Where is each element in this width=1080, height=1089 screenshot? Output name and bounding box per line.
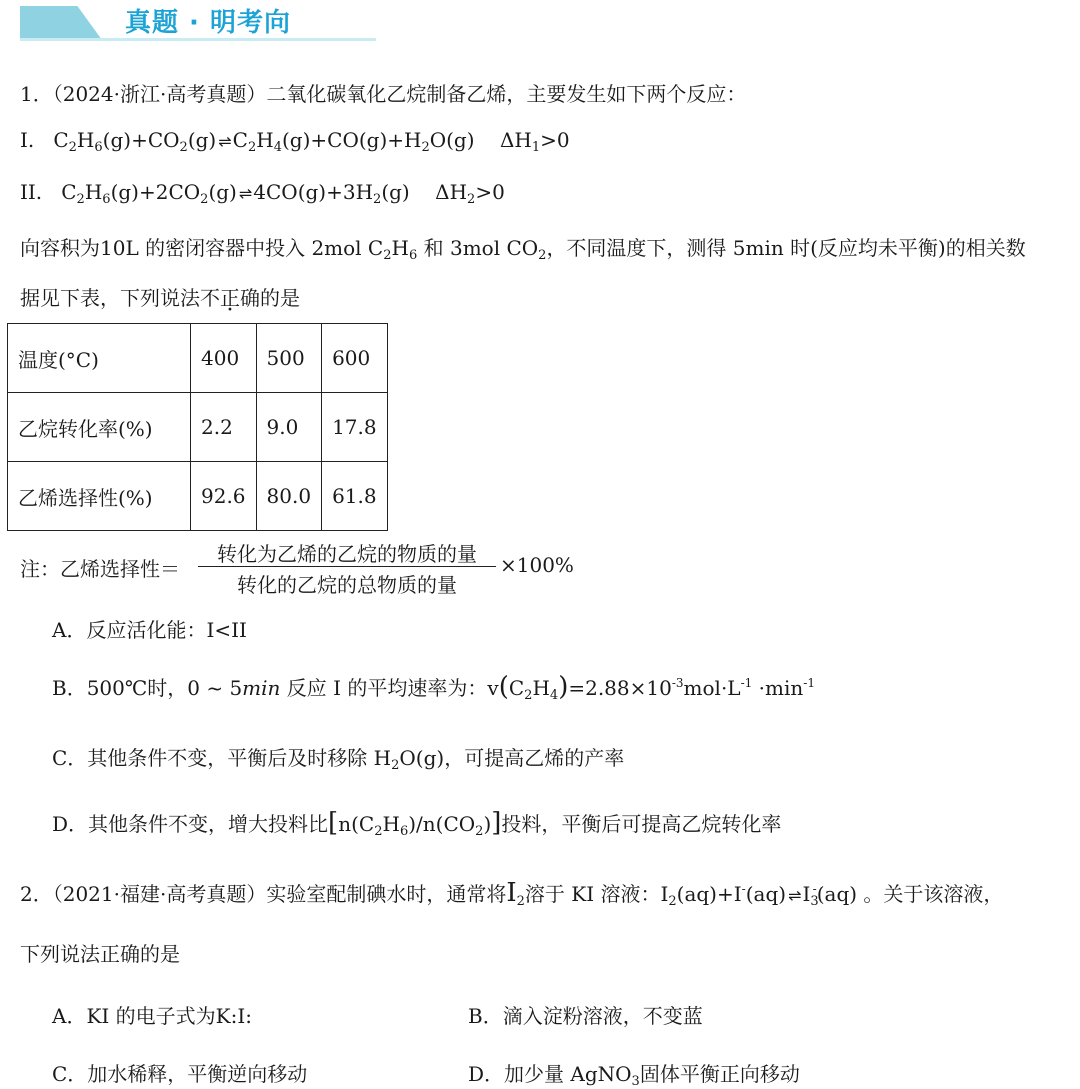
q1-option-a[interactable]: A．反应活化能：I<II <box>52 618 247 642</box>
equilibrium-arrow-icon: ⇌ <box>218 132 231 151</box>
note-label: 注：乙烯选择性＝ <box>20 557 180 581</box>
table-row: 乙烷转化率(%) 2.2 9.0 17.8 <box>8 393 388 462</box>
fraction-numerator: 转化为乙烯的乙烷的物质的量 <box>217 542 477 566</box>
fraction-denominator: 转化的乙烷的总物质的量 <box>237 573 457 597</box>
emphasis-dots: 不正确 <box>200 286 260 310</box>
q1-paragraph-line-1: 向容积为10L 的密闭容器中投入 2mol $C_2H_6$ 和 3mol $CO_2$，不同温度下，测得 5min 时(反应均未平衡)的相关数 <box>20 236 1026 263</box>
q2-option-a[interactable]: A．KI 的电子式为K:I: <box>52 1004 252 1028</box>
q2-option-b[interactable]: B．滴入淀粉溶液，不变蓝 <box>468 1004 703 1028</box>
q2-option-d[interactable]: D．加少量 AgNO$_3$固体平衡正向移动 <box>468 1062 800 1089</box>
q1-option-b[interactable]: B．500℃时，0 ~ 5min 反应 I 的平均速率为：$v(C_2H_4)=2.88\times 10^{-3}mol\cdot L^{-1} \cdot\min^{-1}$ <box>52 672 815 703</box>
q1-stem: 1．（2024·浙江·高考真题）二氧化碳氧化乙烷制备乙烯，主要发生如下两个反应： <box>20 82 747 106</box>
equilibrium-arrow-icon: ⇌ <box>238 184 252 203</box>
q2-stem-line-2: 下列说法正确的是 <box>20 942 180 966</box>
q1-option-c[interactable]: C．其他条件不变，平衡后及时移除 $H_2O(g)$，可提高乙烯的产率 <box>52 746 625 773</box>
section-title: 真题 · 明考向 <box>125 8 291 38</box>
data-table <box>7 323 388 531</box>
section-header <box>0 0 1080 48</box>
header-decoration <box>20 6 102 40</box>
q2-stem-line-1: 2．（2021·福建·高考真题）实验室配制碘水时，通常将$I_2$溶于 KI 溶液：$I_2(aq)+I^-(aq)$ ⇌ $I_3^-(aq)$ 。关于该溶液， <box>20 878 1004 909</box>
q1-reaction-2: II. $C_2H_6(g)+2CO_2(g)$ ⇌ $4CO(g)+3H_2(g)$ $\Delta H_2>0$ <box>20 180 505 207</box>
electron-formula: K:I: <box>215 1004 252 1028</box>
selectivity-fraction <box>198 538 496 598</box>
note-tail: ×100% <box>500 553 574 577</box>
q1-option-d[interactable]: D．其他条件不变，增大投料比$[n(C_2H_6)/n(CO_2)]$投料，平衡后可提高乙烷转化率 <box>52 808 782 839</box>
q1-reaction-1: I. $C_2H_6(g)+CO_2(g)$ ⇌ $C_2H_4(g)+CO(g)+H_2O(g)$ $\Delta H_1>0$ <box>20 128 570 155</box>
table-row: 乙烯选择性(%) 92.6 80.0 61.8 <box>8 462 388 531</box>
equilibrium-arrow-icon: ⇌ <box>788 886 801 905</box>
fraction-bar <box>198 566 496 567</box>
table-row: 温度(°C) 400 500 600 <box>8 324 388 393</box>
q1-paragraph-line-2: 据见下表，下列说法不正确的是 <box>20 282 300 311</box>
q2-option-c[interactable]: C．加水稀释，平衡逆向移动 <box>52 1062 308 1086</box>
